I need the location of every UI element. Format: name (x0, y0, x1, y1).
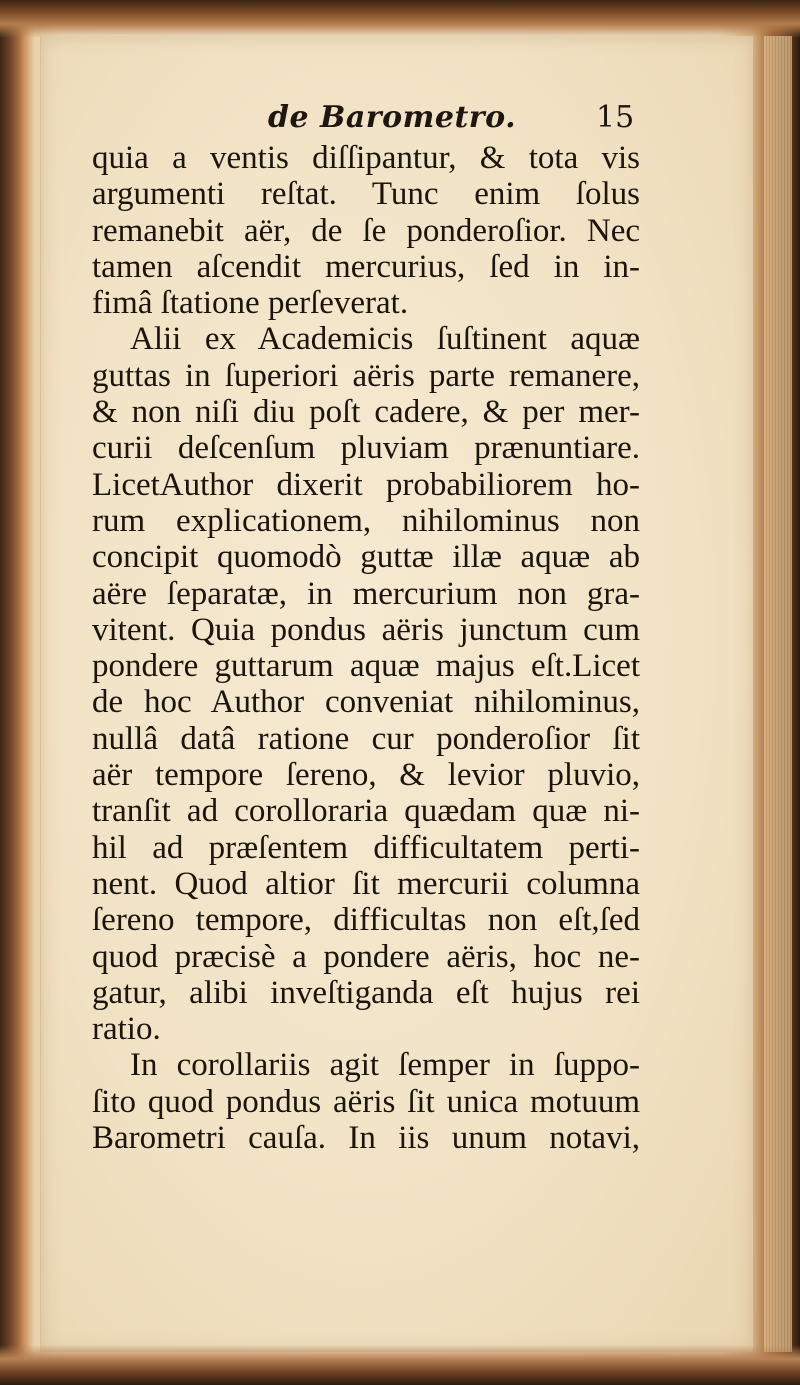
text-line: quod præcisè a pondere aëris, hoc ne- (92, 938, 640, 975)
text-line: ſito quod pondus aëris ſit unica motuum (92, 1083, 640, 1120)
text-line: ſereno tempore, difficultas non eſt,ſed (92, 902, 640, 939)
text-line: remanebit aër, de ſe ponderoſior. Nec (92, 212, 640, 249)
page-edges (764, 36, 792, 1352)
text-line: nent. Quod altior ſit mercurii columna (92, 865, 640, 902)
running-head: de Barometro. (268, 100, 517, 135)
text-line: nullâ datâ ratione cur ponderoſior ſit (92, 720, 640, 757)
text-line: Barometri cauſa. In iis unum notavi, (92, 1120, 640, 1157)
text-line: tranſit ad corolloraria quædam quæ ni- (92, 793, 640, 830)
text-line: argumenti reſtat. Tunc enim ſolus (92, 176, 640, 213)
text-line: vitent. Quia pondus aëris junctum cum (92, 611, 640, 648)
text-line: concipit quomodò guttæ illæ aquæ ab (92, 539, 640, 576)
text-line: & non niſi diu poſt cadere, & per mer- (92, 394, 640, 431)
text-line: guttas in ſuperiori aëris parte remanere, (92, 357, 640, 394)
bottom-binding-edge (0, 1345, 800, 1385)
page-number: 15 (596, 100, 635, 135)
text-line: LicetAuthor dixerit probabiliorem ho- (92, 466, 640, 503)
text-line: de hoc Author conveniat nihilominus, (92, 684, 640, 721)
text-line: gatur, alibi inveſtiganda eſt hujus rei (92, 974, 640, 1011)
text-line: aër tempore ſereno, & levior pluvio, (92, 757, 640, 794)
top-binding-edge (0, 0, 800, 38)
text-line: rum explicationem, nihilominus non (92, 502, 640, 539)
text-line: curii deſcenſum pluviam prænuntiare. (92, 430, 640, 467)
text-line: pondere guttarum aquæ majus eſt.Licet (92, 648, 640, 685)
text-line: In corollariis agit ſemper in ſuppo- (130, 1047, 640, 1084)
text-line: Alii ex Academicis ſuſtinent aquæ (130, 321, 640, 358)
text-line: fimâ ſtatione perſeverat. (92, 285, 409, 322)
text-line: aëre ſeparatæ, in mercurium non gra- (92, 575, 640, 612)
text-line: tamen aſcendit mercurius, ſed in in- (92, 248, 640, 285)
body-text (92, 140, 640, 1156)
text-line: ratio. (92, 1011, 161, 1048)
text-line: hil ad præſentem difficultatem perti- (92, 829, 640, 866)
text-line: quia a ventis diſſipantur, & tota vis (92, 140, 640, 176)
